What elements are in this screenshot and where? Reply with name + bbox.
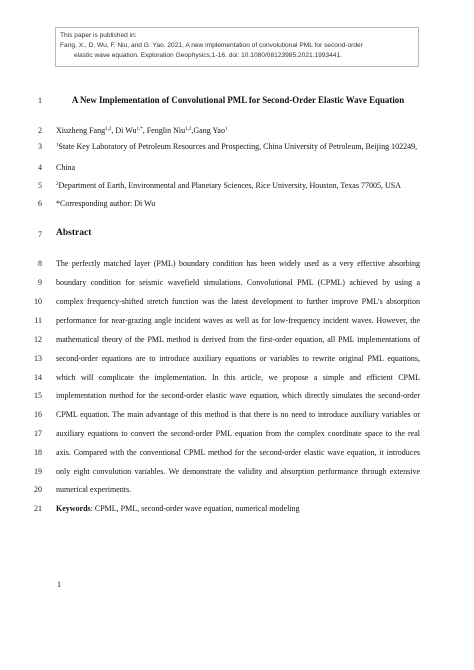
affiliation: [56, 141, 420, 152]
line-number: 5: [38, 181, 42, 190]
paper-title: A New Implementation of Convolutional PML for Second-Order Elastic Wave Equation: [71, 95, 405, 105]
abstract-line: which will complicate the implementation. In this article, we propose a simple and efficient CPML: [56, 373, 420, 382]
notice-citation-line: Fang, X., D. Wu, F. Niu, and G. Yao. 2021, A new implementation of convolutional PML for second-order: [60, 42, 363, 49]
line-number: 13: [34, 354, 42, 363]
author-name: Xiuzheng Fang: [56, 126, 106, 135]
line-number: 10: [34, 297, 42, 306]
author-list: [56, 125, 420, 136]
author-affiliation: 1,2: [105, 127, 112, 132]
affiliation-text: State Key Laboratory of Petroleum Resources and Prospecting, China University of Petroleum, Beijing 102249,: [58, 142, 418, 151]
line-number: 15: [34, 391, 42, 400]
corresponding-author: *Corresponding author: Di Wu: [56, 199, 156, 208]
page-number: 1: [57, 580, 61, 589]
abstract-line: second-order equations are to introduce auxiliary equations or variables to rewrite original PML equations,: [56, 354, 420, 363]
keywords-text: : CPML, PML, second-order wave equation, numerical modeling: [90, 504, 300, 513]
abstract-line: complex frequency-shifted stretch function was the latest development to further improve PML’s absorption: [56, 297, 420, 306]
author-affiliation: 1,2: [185, 127, 192, 132]
line-number: 20: [34, 485, 42, 494]
affiliation-continued: China: [56, 163, 76, 172]
abstract-line: boundary condition for seismic wavefield simulations. Convolutional PML (CPML) achieved by using a: [56, 278, 420, 287]
line-number: 4: [38, 163, 42, 172]
affiliation: [56, 180, 420, 191]
abstract-line: implementation method for the second-order elastic wave equation, which directly simulates the second-order: [56, 391, 420, 400]
line-number: 14: [34, 373, 42, 382]
abstract-line: The perfectly matched layer (PML) boundary condition has been widely used as a very effective absorbing: [56, 259, 420, 268]
abstract-heading: Abstract: [56, 228, 92, 238]
publication-notice-box: [55, 27, 419, 67]
line-number: 9: [38, 278, 42, 287]
line-number: 11: [34, 316, 42, 325]
author-affiliation: 1,*: [136, 127, 143, 132]
line-number: 2: [38, 126, 42, 135]
line-number: 16: [34, 410, 42, 419]
line-number: 18: [34, 448, 42, 457]
abstract-line: axis. Compared with the conventional CPML method for the second-order elastic wave equation, it introduces: [56, 448, 420, 457]
line-number: 1: [38, 96, 42, 105]
line-number: 3: [38, 142, 42, 151]
notice-line: This paper is published in:: [60, 32, 137, 39]
affiliation-marker: 2: [56, 182, 59, 187]
abstract-line: CPML equation. The main advantage of this method is that there is no need to introduce auxiliary variables or: [56, 410, 420, 419]
line-number: 19: [34, 467, 42, 476]
abstract-line: performance for near-grazing angle incident waves as well as for low-frequency incident waves. However, the: [56, 316, 420, 325]
abstract-line: mathematical theory of the PML method is derived from the first-order equation, all PML implementations of: [56, 335, 420, 344]
keywords: [56, 503, 420, 514]
line-number: 21: [34, 504, 42, 513]
affiliation-text: Department of Earth, Environmental and Planetary Sciences, Rice University, Houston, Texas 77005, USA: [58, 181, 401, 190]
line-number: 17: [34, 429, 42, 438]
abstract-line: numerical experiments.: [56, 485, 132, 494]
line-number: 7: [38, 230, 42, 239]
author-name: ,Gang Yao: [191, 126, 225, 135]
abstract-line: only eight convolution variables. We demonstrate the validity and absorption performance through extensive: [56, 467, 420, 476]
affiliation-marker: 1: [56, 143, 59, 148]
keywords-label: Keywords: [56, 504, 91, 513]
line-number: 12: [34, 335, 42, 344]
author-affiliation: 1: [224, 127, 228, 132]
notice-citation-line: elastic wave equation. Exploration Geophysics,1-16. doi: 10.1080/08123985.2021.1993441.: [74, 52, 342, 59]
author-name: , Di Wu: [111, 126, 137, 135]
line-number: 6: [38, 199, 42, 208]
author-name: , Fenglin Niu: [142, 126, 186, 135]
line-number: 8: [38, 259, 42, 268]
abstract-line: auxiliary equations to convert the second-order PML equation from the complex coordinate space to the real: [56, 429, 420, 438]
